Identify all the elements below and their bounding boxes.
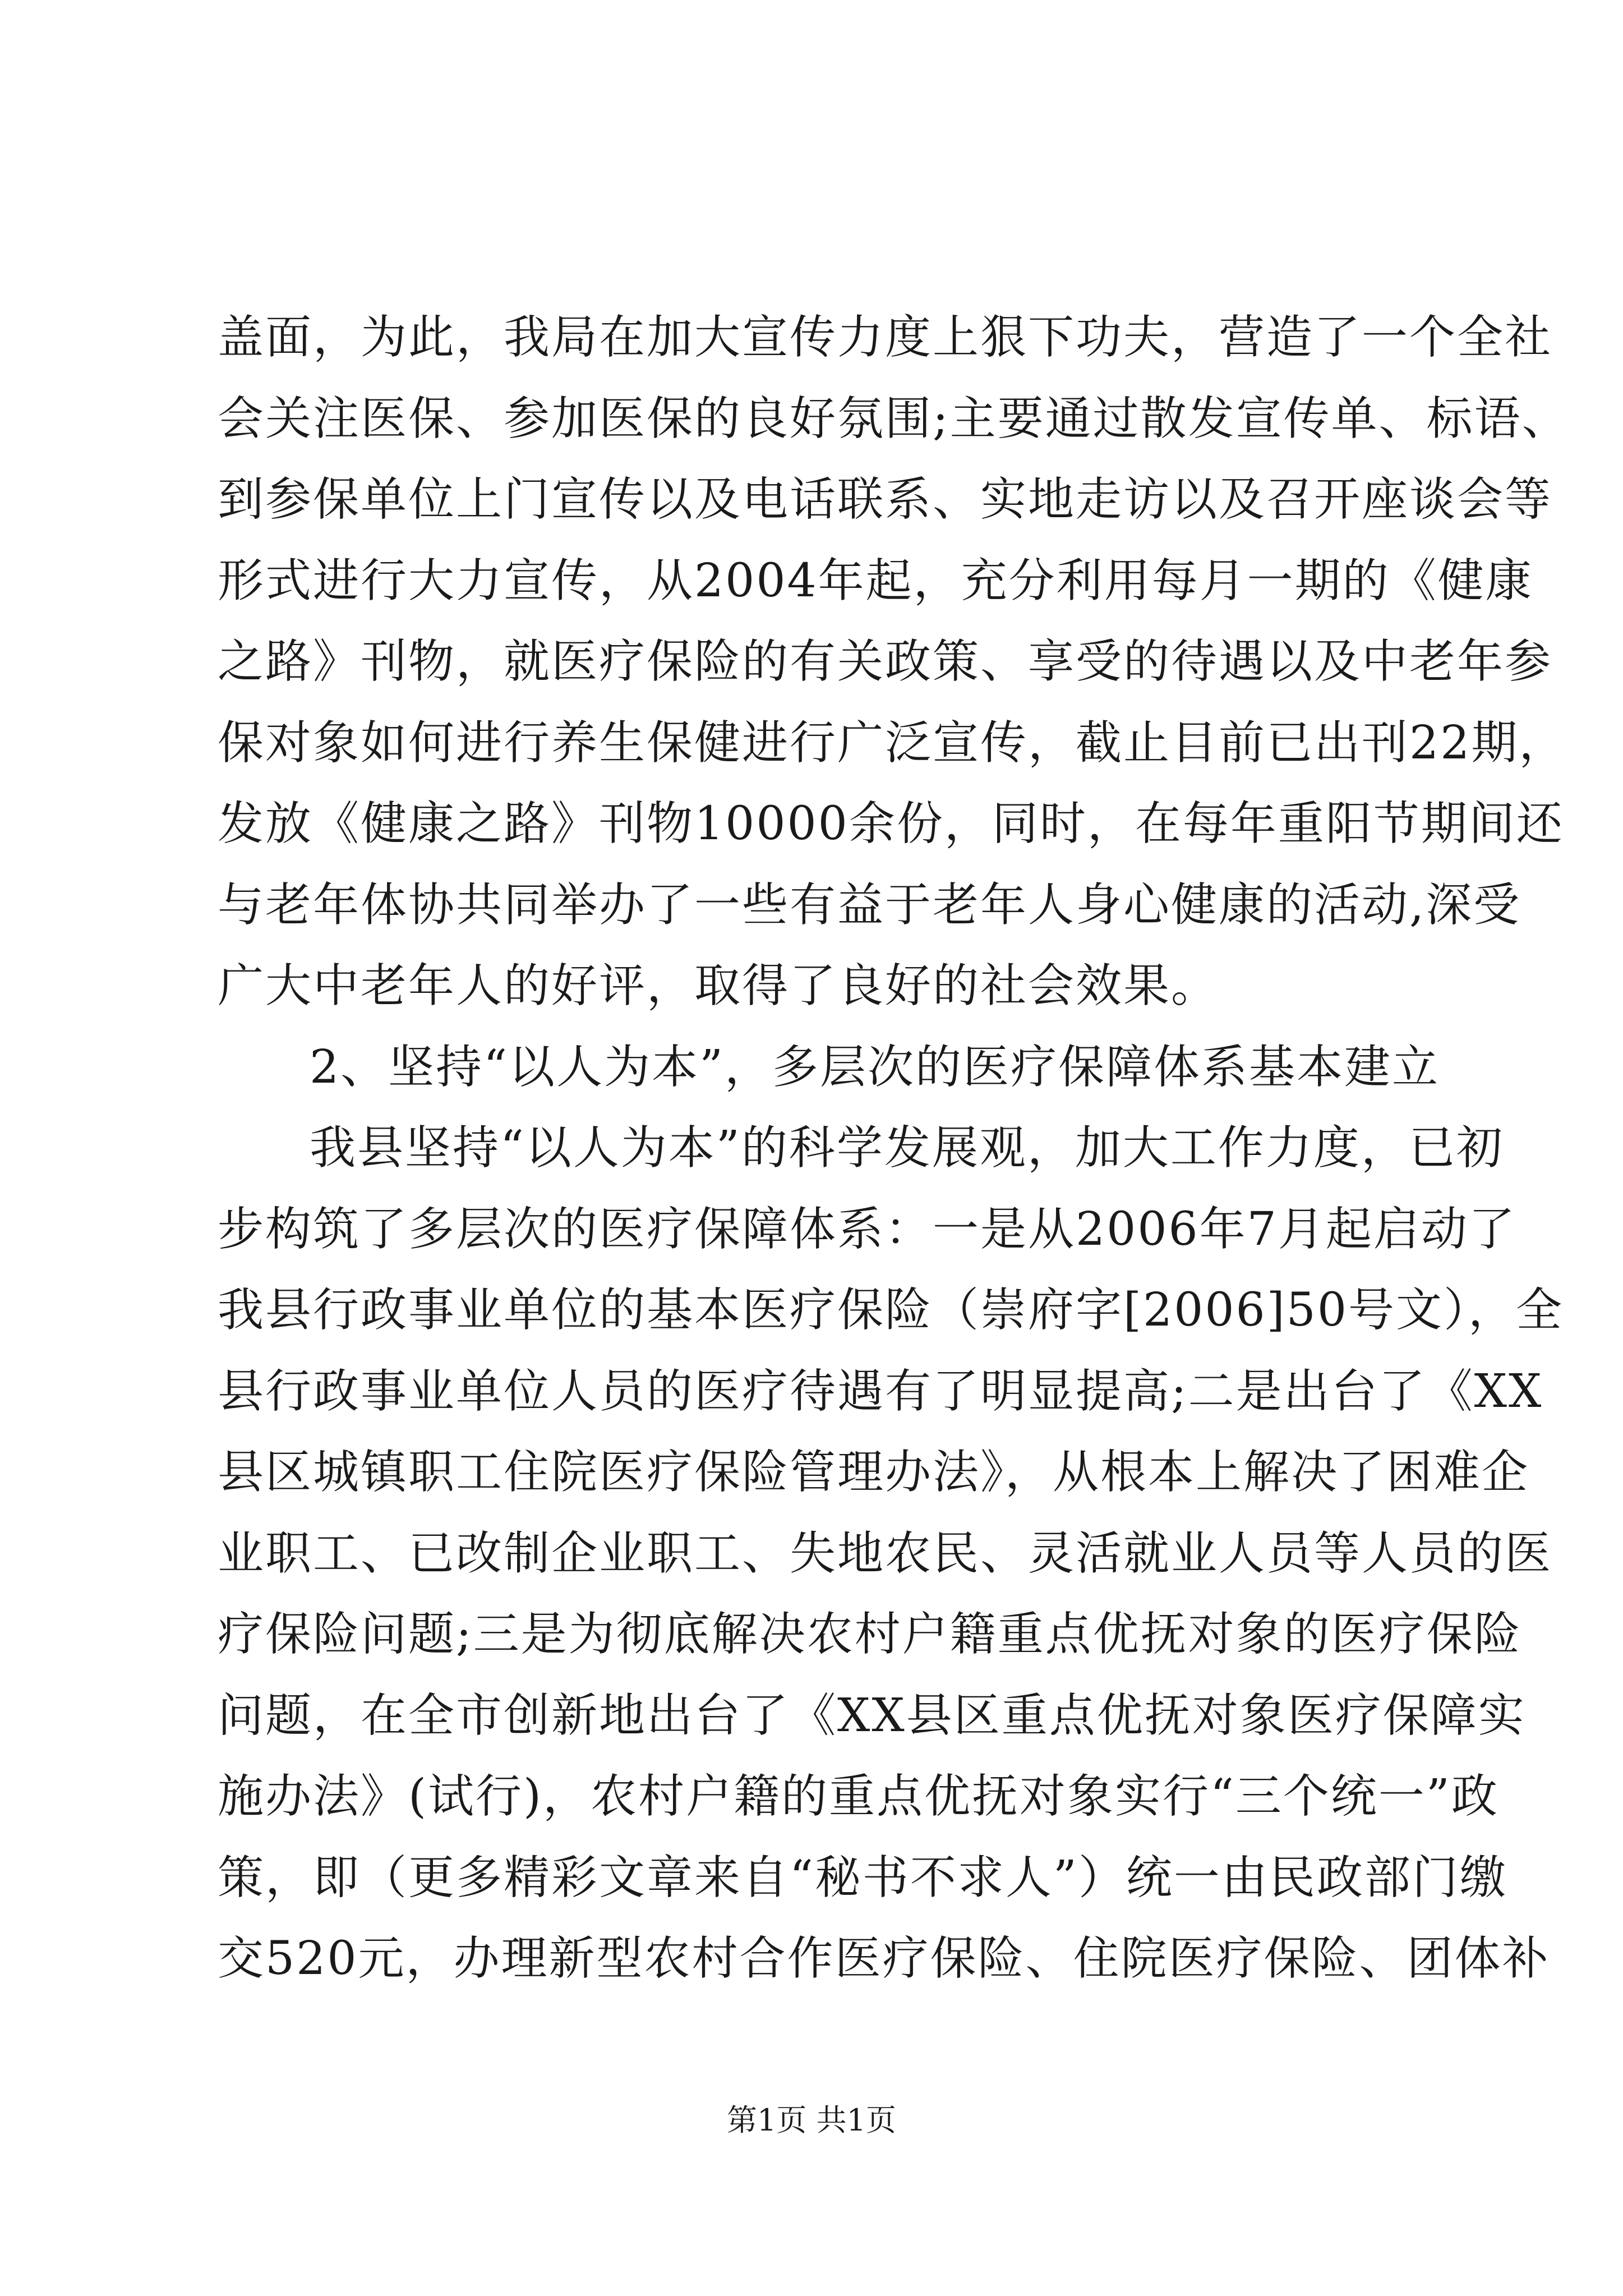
page-number-footer: 第1页 共1页 <box>727 2102 896 2138</box>
section-heading: 2、坚持“以人为本”，多层次的医疗保障体系基本建立 <box>310 1040 1440 1094</box>
text-line: 疗保险问题;三是为彻底解决农村户籍重点优抚对象的医疗保险 <box>218 1608 1522 1661</box>
text-line: 施办法》(试行)，农村户籍的重点优抚对象实行“三个统一”政 <box>218 1770 1499 1823</box>
text-line: 问题，在全市创新地出台了《XX县区重点优抚对象医疗保障实 <box>218 1688 1526 1742</box>
text-line: 发放《健康之路》刊物10000余份，同时，在每年重阳节期间还 <box>218 797 1564 850</box>
text-line: 之路》刊物，就医疗保险的有关政策、享受的待遇以及中老年参 <box>218 635 1553 688</box>
text-line: 步构筑了多层次的医疗保障体系：一是从2006年7月起启动了 <box>218 1202 1516 1256</box>
text-line: 交520元，办理新型农村合作医疗保险、住院医疗保险、团体补 <box>218 1932 1550 1985</box>
document-body <box>218 297 1570 2000</box>
text-line: 形式进行大力宣传，从2004年起，充分利用每月一期的《健康 <box>218 554 1533 608</box>
text-line: 县区城镇职工住院医疗保险管理办法》，从根本上解决了困难企 <box>218 1446 1530 1499</box>
text-line: 会关注医保、参加医保的良好氛围;主要通过散发宣传单、标语、 <box>218 392 1570 445</box>
text-line: 业职工、已改制企业职工、失地农民、灵活就业人员等人员的医 <box>218 1526 1553 1580</box>
text-line: 我县行政事业单位的基本医疗保险（崇府字[2006]50号文），全 <box>218 1283 1564 1337</box>
text-line: 到参保单位上门宣传以及电话联系、实地走访以及召开座谈会等 <box>218 473 1553 526</box>
text-line: 与老年体协共同举办了一些有益于老年人身心健康的活动,深受 <box>218 878 1521 932</box>
text-line: 盖面，为此，我局在加大宣传力度上狠下功夫，营造了一个全社 <box>218 311 1553 364</box>
text-line: 策，即（更多精彩文章来自“秘书不求人”）统一由民政部门缴 <box>218 1851 1507 1904</box>
text-line: 县行政事业单位人员的医疗待遇有了明显提高;二是出台了《XX <box>218 1364 1543 1418</box>
text-line: 保对象如何进行养生保健进行广泛宣传，截止目前已出刊22期， <box>218 716 1567 770</box>
text-line: 广大中老年人的好评，取得了良好的社会效果。 <box>218 959 1219 1013</box>
paragraph-first-line: 我县坚持“以人为本”的科学发展观，加大工作力度，已初 <box>310 1121 1504 1175</box>
